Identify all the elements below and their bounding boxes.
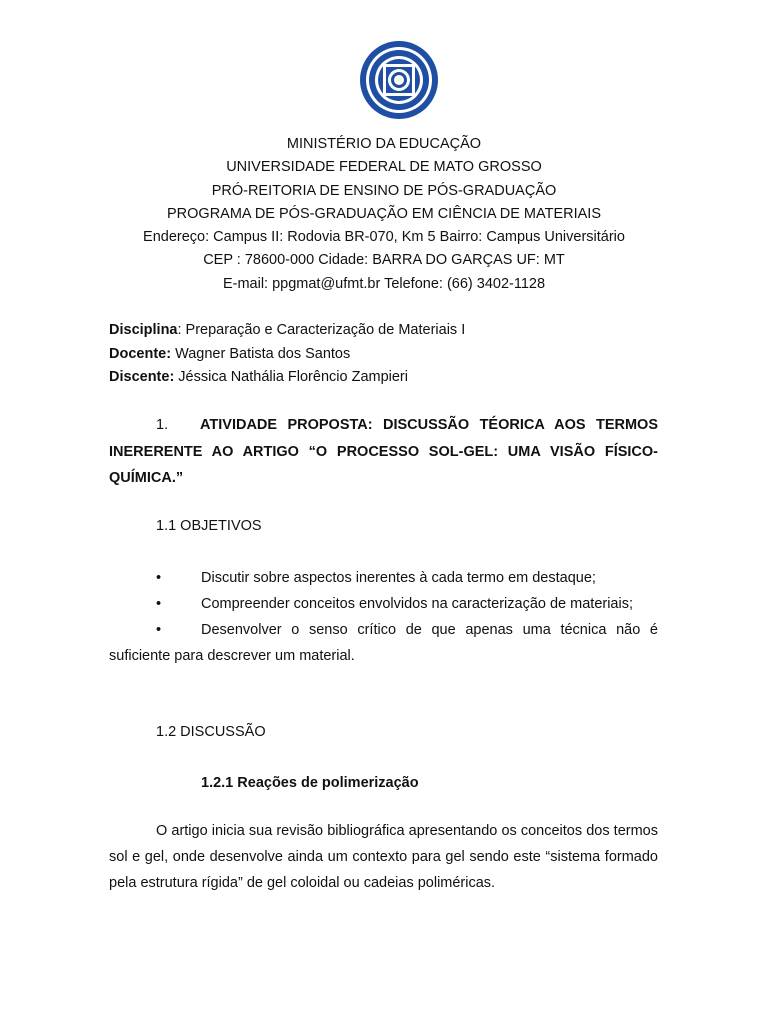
discussao-paragraph: O artigo inicia sua revisão bibliográfica apresentando os conceitos dos termos sol e gel, onde desenvolve ainda um contexto para gel sendo este “sistema formado pela estrutura rígida” de gel coloidal ou cadeias poliméricas. [109,823,658,891]
objetivos-heading: 1.1 OBJETIVOS [156,518,262,534]
discussao-subheading: 1.2.1 Reações de polimerização [201,775,419,791]
objetivo-2: Compreender conceitos envolvidos na caracterização de materiais; [201,596,633,612]
university-logo [359,40,439,120]
header-prorectorate: PRÓ-REITORIA DE ENSINO DE PÓS-GRADUAÇÃO [211,182,557,199]
disciplina-label: Disciplina [109,322,178,338]
docente-row [109,343,669,367]
disciplina-value: : Preparação e Caracterização de Materiais I [177,322,466,338]
header-university: UNIVERSIDADE FEDERAL DE MATO GROSSO [226,159,542,176]
header-contact: E-mail: ppgmat@ufmt.br Telefone: (66) 3402-1128 [222,275,546,292]
institution-header [0,133,768,296]
header-ministry: MINISTÉRIO DA EDUCAÇÃO [286,136,482,152]
objetivo-1: Discutir sobre aspectos inerentes à cada termo em destaque; [201,570,596,586]
discente-value: Jéssica Nathália Florêncio Zampieri [174,369,408,385]
course-info [109,319,669,390]
list-item [109,617,658,669]
docente-label: Docente: [109,345,172,362]
discussao-heading: 1.2 DISCUSSÃO [156,724,266,740]
section-1-number: 1. [156,417,169,433]
section-1-heading [109,412,658,492]
docente-value: Wagner Batista dos Santos [171,345,351,362]
bullet-icon: • [156,622,162,638]
objetivo-3: Desenvolver o senso crítico de que apenas uma técnica não é suficiente para descrever um material. [109,622,658,664]
list-item [109,591,658,617]
discente-label: Discente: [109,369,175,385]
discente-row [109,366,669,390]
header-address: Endereço: Campus II: Rodovia BR-070, Km 5 Bairro: Campus Universitário [143,229,625,246]
section-1-title: ATIVIDADE PROPOSTA: DISCUSSÃO TÉORICA AOS TERMOS INERERENTE AO ARTIGO “O PROCESSO SOL-GEL: UMA VISÃO FÍSICO-QUÍMICA.” [109,417,658,486]
header-program: PROGRAMA DE PÓS-GRADUAÇÃO EM CIÊNCIA DE MATERIAIS [167,205,601,222]
header-cep: CEP : 78600-000 Cidade: BARRA DO GARÇAS UF: MT [203,252,565,269]
bullet-icon: • [156,596,162,612]
disciplina-row [109,319,669,343]
objetivos-list [109,565,658,669]
list-item [109,565,658,591]
bullet-icon: • [156,570,162,586]
